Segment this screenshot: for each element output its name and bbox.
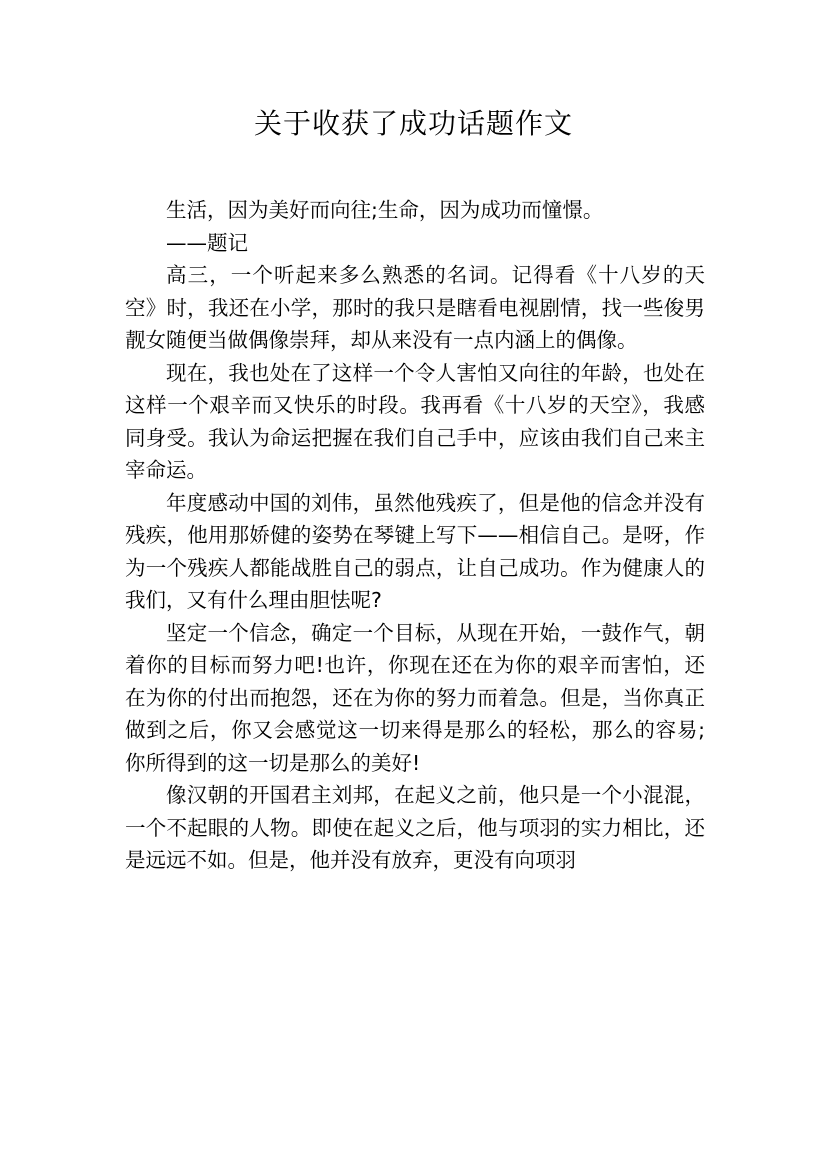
paragraph: 现在，我也处在了这样一个令人害怕又向往的年龄，也处在这样一个艰辛而又快乐的时段。我再看《十八岁的天空》，我感同身受。我认为命运把握在我们自己手中，应该由我们自己来主宰命运。 bbox=[125, 360, 705, 482]
paragraph: 年度感动中国的刘伟，虽然他残疾了，但是他的信念并没有残疾，他用那娇健的姿势在琴键上写下——相信自己。是呀，作为一个残疾人都能战胜自己的弱点，让自己成功。作为健康人的我们，又有什么理由胆怯呢? bbox=[125, 490, 705, 612]
document-body bbox=[125, 194, 705, 877]
paragraph-epigraph-source: ——题记 bbox=[166, 230, 248, 255]
paragraph: 坚定一个信念，确定一个目标，从现在开始，一鼓作气，朝着你的目标而努力吧!也许，你现在还在为你的艰辛而害怕，还在为你的付出而抱怨，还在为你的努力而着急。但是，当你真正做到之后，你又会感觉这一切来得是那么的轻松，那么的容易;你所得到的这一切是那么的美好! bbox=[125, 620, 705, 775]
paragraph: 像汉朝的开国君主刘邦，在起义之前，他只是一个小混混，一个不起眼的人物。即使在起义之后，他与项羽的实力相比，还是远远不如。但是，他并没有放弃，更没有向项羽 bbox=[125, 783, 705, 872]
paragraph-epigraph: 生活，因为美好而向往;生命，因为成功而憧憬。 bbox=[166, 198, 604, 222]
document-title: 关于收获了成功话题作文 bbox=[253, 107, 573, 140]
paragraph: 高三，一个听起来多么熟悉的名词。记得看《十八岁的天空》时，我还在小学，那时的我只是瞎看电视剧情，找一些俊男靓女随便当做偶像崇拜，却从来没有一点内涵上的偶像。 bbox=[125, 263, 705, 352]
